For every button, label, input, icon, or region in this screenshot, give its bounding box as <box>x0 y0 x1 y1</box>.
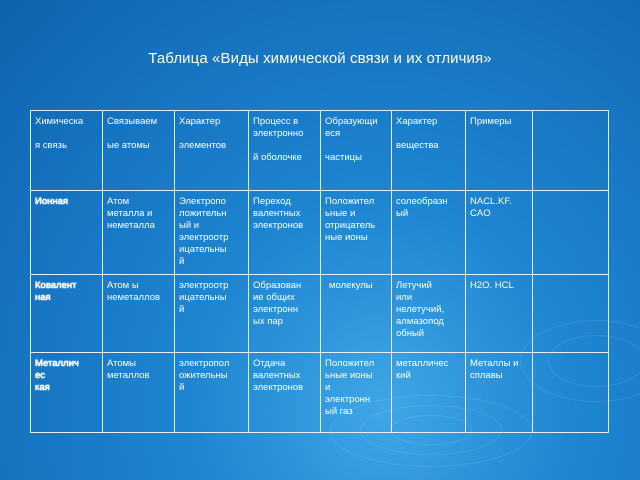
cell-line: я связь <box>35 140 67 151</box>
slide-title: Таблица «Виды химической связи и их отличия» <box>148 50 492 67</box>
cell-line: отрицатель <box>325 220 376 231</box>
cell-line: или <box>396 292 413 303</box>
header-cell-substance <box>392 111 466 191</box>
cell-line: неметаллов <box>107 292 161 303</box>
cell-line: молекулы <box>329 280 373 291</box>
cell-line: электронн <box>253 304 299 315</box>
header-cell-bond <box>31 111 103 191</box>
cell-line <box>35 128 98 140</box>
examples-cell <box>466 191 533 275</box>
empty-cell <box>533 275 609 353</box>
cell-line: ьные ионы <box>325 370 373 381</box>
cell-line: Положител <box>325 358 375 369</box>
substance-cell <box>392 191 466 275</box>
cell-line: металлов <box>107 370 150 381</box>
cell-line: й оболочке <box>253 152 302 163</box>
cell-line: электропол <box>179 358 230 369</box>
cell-line <box>325 140 387 152</box>
process-cell <box>249 353 321 433</box>
cell-line: Процесс в <box>253 116 299 127</box>
cell-line: электронов <box>253 382 304 393</box>
cell-line: кий <box>396 370 411 381</box>
atoms-cell <box>103 191 175 275</box>
empty-cell <box>533 191 609 275</box>
cell-line: Характер <box>396 116 438 127</box>
header-cell-particles <box>321 111 392 191</box>
cell-line: Атом ы <box>107 280 139 291</box>
cell-line: кая <box>35 382 50 393</box>
substance-cell <box>392 353 466 433</box>
atoms-cell <box>103 353 175 433</box>
cell-line: Образующи <box>325 116 378 127</box>
empty-cell <box>533 353 609 433</box>
cell-line: Электропо <box>179 196 226 207</box>
header-row <box>31 111 609 191</box>
table-row <box>31 191 609 275</box>
cell-line: Ковалент <box>35 280 77 291</box>
cell-line: ый <box>396 208 409 219</box>
cell-line: Положител <box>325 196 375 207</box>
cell-line: Образован <box>253 280 302 291</box>
cell-line: неметалла <box>107 220 155 231</box>
cell-line: металличес <box>396 358 449 369</box>
cell-line: электроотр <box>179 232 229 243</box>
cell-line <box>253 140 316 152</box>
cell-line: вещества <box>396 140 439 151</box>
cell-line: NACL.KF. <box>470 196 512 207</box>
cell-line: CAO <box>470 208 491 219</box>
cell-line: Связываем <box>107 116 158 127</box>
header-cell-empty <box>533 111 609 191</box>
cell-line <box>396 128 461 140</box>
cell-line: ицательны <box>179 292 227 303</box>
cell-line: Характер <box>179 116 221 127</box>
header-cell-elements <box>175 111 249 191</box>
header-cell-atoms <box>103 111 175 191</box>
cell-line: й <box>179 382 185 393</box>
particles-cell <box>321 353 392 433</box>
cell-line: Атомы <box>107 358 137 369</box>
cell-line: элементов <box>179 140 227 151</box>
cell-line: Атом <box>107 196 130 207</box>
cell-line: й <box>179 256 185 267</box>
cell-line: ицательны <box>179 244 227 255</box>
cell-line: электроотр <box>179 280 229 291</box>
cell-line: Летучий <box>396 280 432 291</box>
substance-cell <box>392 275 466 353</box>
elements-cell <box>175 353 249 433</box>
cell-line: металла и <box>107 208 153 219</box>
cell-line: алмазопод <box>396 316 444 327</box>
header-cell-examples <box>466 111 533 191</box>
cell-line: Химическа <box>35 116 84 127</box>
elements-cell <box>175 275 249 353</box>
particles-cell <box>321 191 392 275</box>
cell-line: солеобразн <box>396 196 448 207</box>
cell-line: ые атомы <box>107 140 150 151</box>
bond-types-table <box>30 110 609 433</box>
cell-line: электронно <box>253 128 304 139</box>
header-cell-process <box>249 111 321 191</box>
cell-line: ьные и <box>325 208 356 219</box>
cell-line: ложительн <box>179 208 227 219</box>
bond-name-cell <box>31 353 103 433</box>
cell-line: электронн <box>325 394 371 405</box>
process-cell <box>249 191 321 275</box>
cell-line: ные ионы <box>325 232 368 243</box>
cell-line <box>107 128 170 140</box>
examples-cell <box>466 353 533 433</box>
table-row <box>31 353 609 433</box>
atoms-cell <box>103 275 175 353</box>
table-row <box>31 275 609 353</box>
cell-line: ый газ <box>325 406 353 417</box>
cell-line: Металлич <box>35 358 79 369</box>
cell-line: валентных <box>253 370 301 381</box>
bond-name-cell <box>31 191 103 275</box>
cell-line: сплавы <box>470 370 503 381</box>
cell-line: Примеры <box>470 116 512 127</box>
cell-line: Отдача <box>253 358 286 369</box>
cell-line: частицы <box>325 152 362 163</box>
cell-line: Металлы и <box>470 358 519 369</box>
cell-line: й <box>179 304 185 315</box>
cell-line: Переход <box>253 196 291 207</box>
cell-line: валентных <box>253 208 301 219</box>
cell-line: еся <box>325 128 341 139</box>
cell-line: нелетучий, <box>396 304 445 315</box>
particles-cell <box>321 275 392 353</box>
cell-line: H2O. HCL <box>470 280 514 291</box>
cell-line: ый и <box>179 220 200 231</box>
cell-line: ых пар <box>253 316 283 327</box>
examples-cell <box>466 275 533 353</box>
cell-line: ная <box>35 292 51 303</box>
cell-line: ие общих <box>253 292 295 303</box>
bond-name-cell <box>31 275 103 353</box>
cell-line <box>179 128 244 140</box>
process-cell <box>249 275 321 353</box>
cell-line: ес <box>35 370 46 381</box>
cell-line: и <box>325 382 331 393</box>
cell-line: Ионная <box>35 196 69 207</box>
cell-line: обный <box>396 328 425 339</box>
elements-cell <box>175 191 249 275</box>
cell-line: электронов <box>253 220 304 231</box>
cell-line: ожительны <box>179 370 228 381</box>
